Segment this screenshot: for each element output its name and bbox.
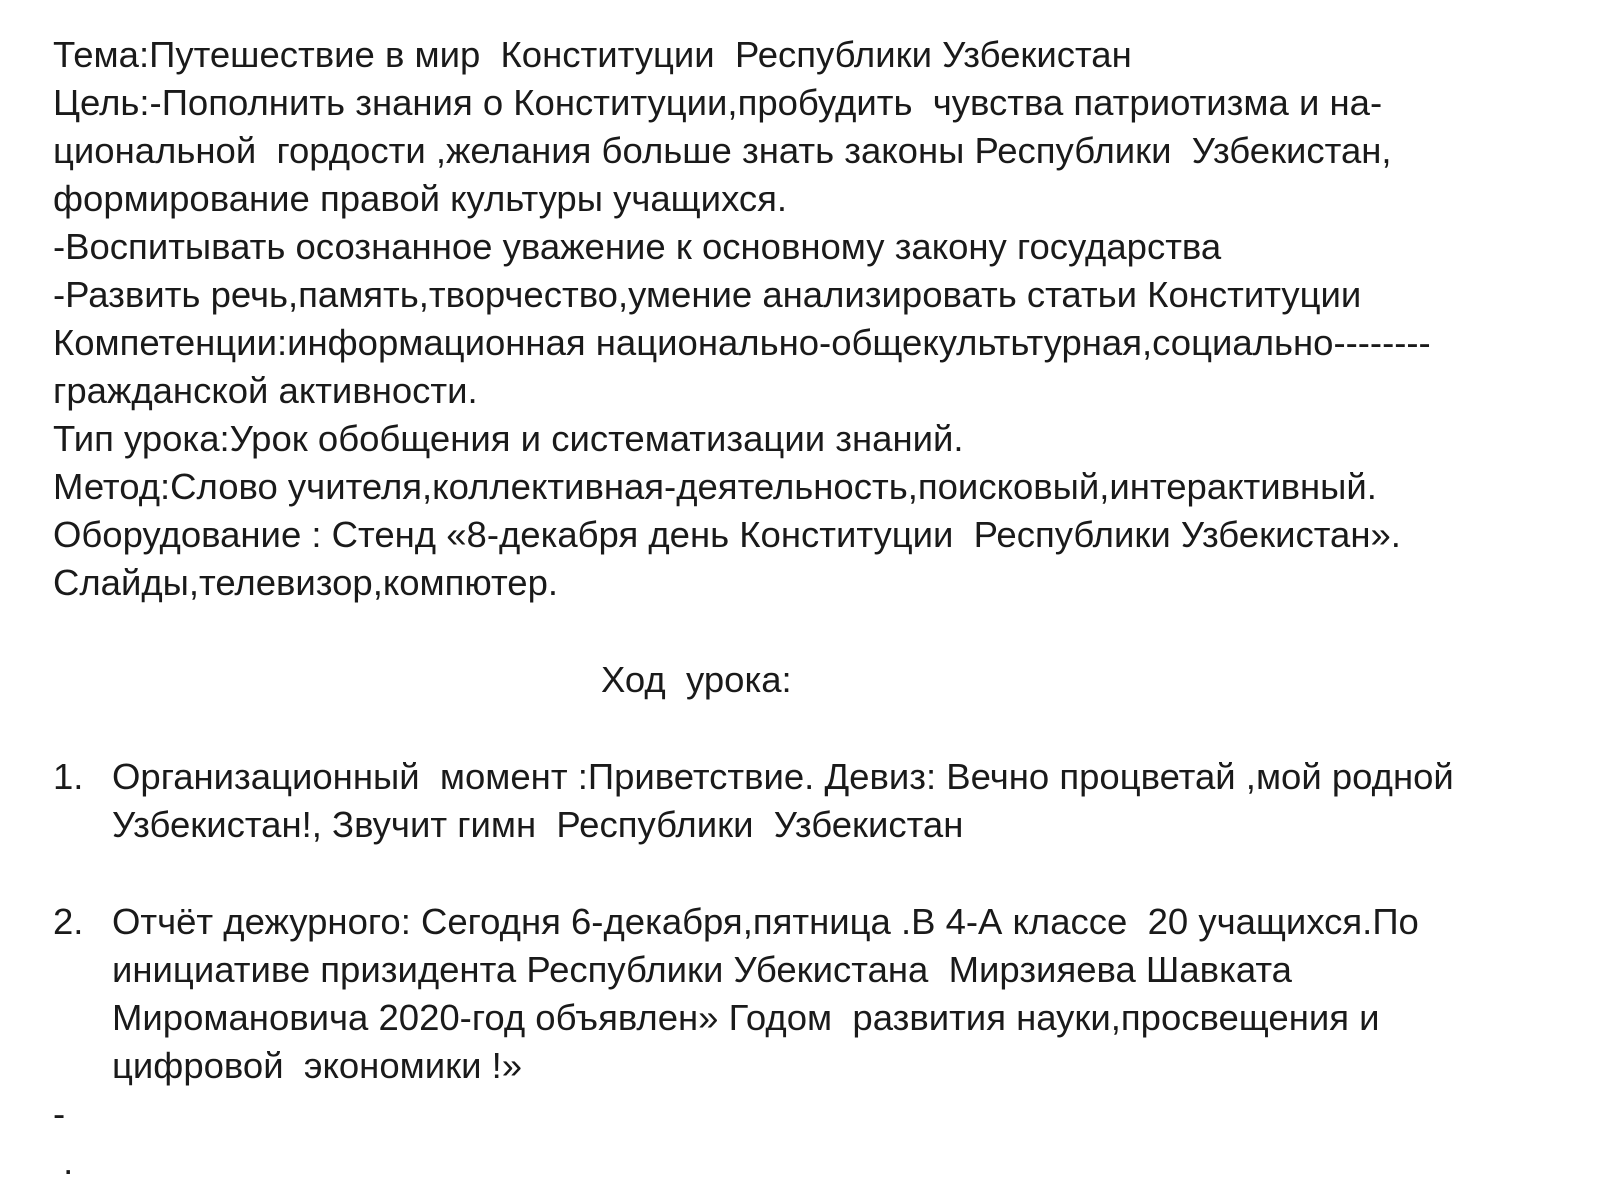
list-item-line: Узбекистан!, Звучит гимн Республики Узбекистан [112,804,964,845]
equipment-line: Оборудование : Стенд «8-декабря день Конституции Республики Узбекистан». [53,514,1401,555]
topic-line: Тема:Путешествие в мир Конституции Республики Узбекистан [53,34,1132,75]
list-marker: 1. [53,756,84,797]
document-body [53,31,1583,1186]
list-item-line: Отчёт дежурного: Сегодня 6-декабря,пятница .В 4-А классе 20 учащихся.По [112,901,1419,942]
list-item-line: Миромановича 2020-год объявлен» Годом развития науки,просвещения и [112,997,1380,1038]
lesson-steps-list [53,753,1583,1090]
list-item-text [112,898,1583,1090]
goal-line-cont: формирование правой культуры учащихся. [53,178,788,219]
goal-item: -Воспитывать осознанное уважение к основному закону государства [53,226,1222,267]
goal-line-cont: циональной гордости ,желания больше знать законы Республики Узбекистан, [53,130,1392,171]
method-line: Метод:Слово учителя,коллективная-деятельность,поисковый,интерактивный. [53,466,1377,507]
lesson-info [53,31,1583,607]
competencies-line-cont: гражданской активности. [53,370,478,411]
list-item-line: цифровой экономики !» [112,1045,523,1086]
lesson-type-line: Тип урока:Урок обобщения и систематизации знаний. [53,418,964,459]
equipment-line-cont: Слайды,телевизор,компютер. [53,562,559,603]
list-item-line: Организационный момент :Приветствие. Девиз: Вечно процветай ,мой родной [112,756,1454,797]
competencies-line: Компетенции:информационная национально-общекультьтурная,социально-------- [53,322,1431,363]
list-item-line: инициативе призидента Республики Убекистана Мирзияева Шавката [112,949,1292,990]
list-marker: 2. [53,901,84,942]
goal-line: Цель:-Пополнить знания о Конституции,пробудить чувства патриотизма и на- [53,82,1383,123]
list-item [53,753,1583,849]
list-item-text [112,753,1583,849]
goal-item: -Развить речь,память,творчество,умение анализировать статьи Конституции [53,274,1362,315]
list-item [53,898,1583,1090]
trailing-dash: - [53,1093,66,1134]
trailing-dot: . [53,1141,74,1182]
lesson-progress-heading: Ход урока: [601,659,792,700]
